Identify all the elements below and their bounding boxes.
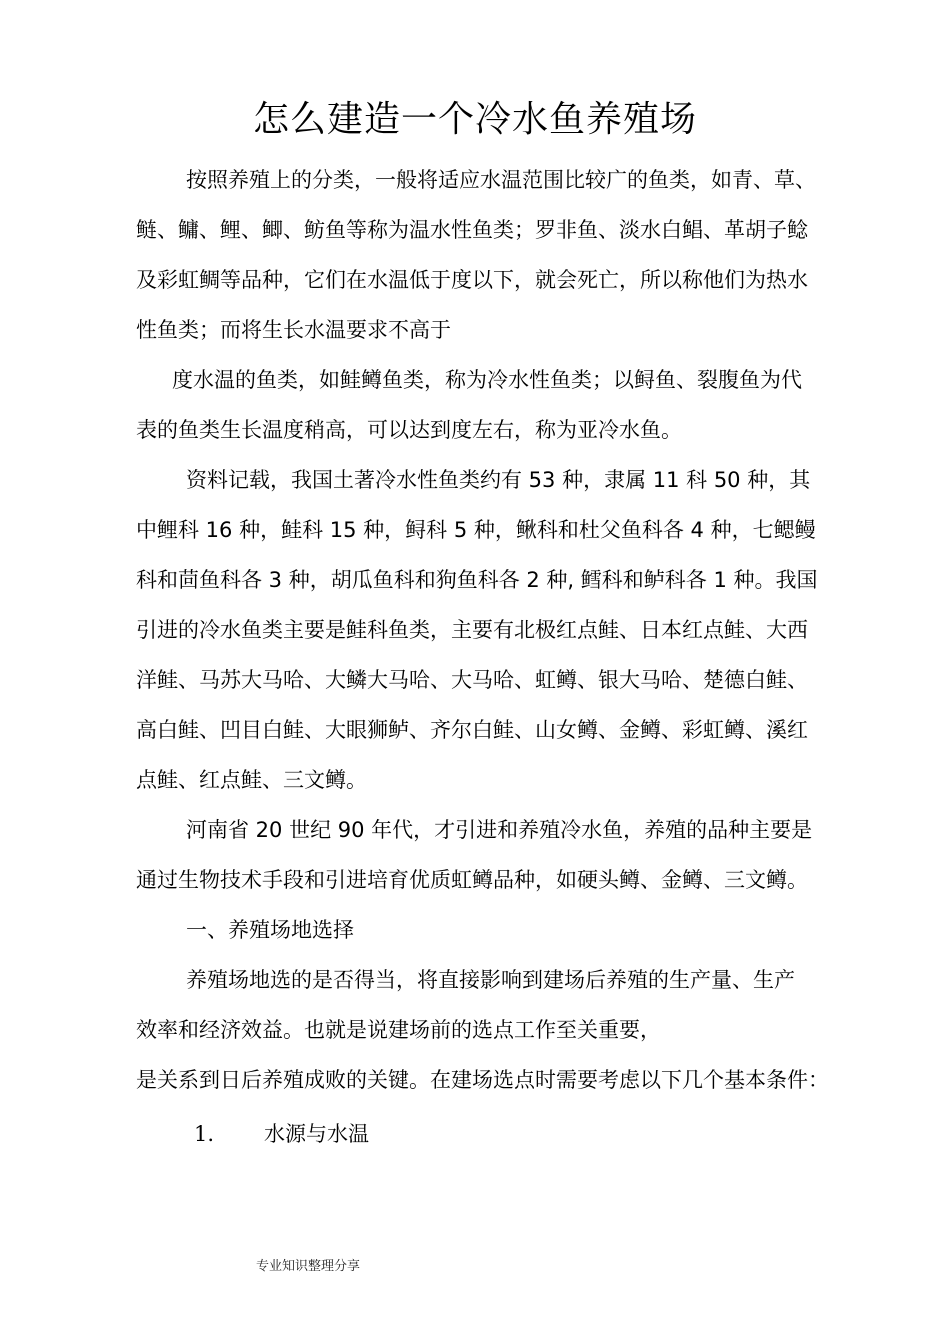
document-body bbox=[136, 155, 836, 1163]
section-heading: 一、养殖场地选择 bbox=[186, 918, 354, 942]
paragraph-line: 鲢、鳙、鲤、鲫、鲂鱼等称为温水性鱼类；罗非鱼、淡水白鲳、革胡子鲶 bbox=[136, 218, 808, 242]
paragraph-line: 养殖场地选的是否得当，将直接影响到建场后养殖的生产量、生产 bbox=[186, 968, 795, 992]
list-item-label: 水源与水温 bbox=[264, 1122, 369, 1146]
paragraph-line: 性鱼类；而将生长水温要求不高于 bbox=[136, 318, 451, 342]
paragraph-line: 资料记载，我国土著冷水性鱼类约有 53 种，隶属 11 科 50 种，其 bbox=[186, 468, 811, 492]
numbered-list-item bbox=[136, 1105, 836, 1163]
paragraph-line: 高白鲑、凹目白鲑、大眼狮鲈、齐尔白鲑、山女鳟、金鳟、彩虹鳟、溪红 bbox=[136, 718, 808, 742]
paragraph-line: 点鲑、红点鲑、三文鳟。 bbox=[136, 768, 367, 792]
paragraph-line: 中鲤科 16 种，鲑科 15 种，鲟科 5 种，鳅科和杜父鱼科各 4 种，七鳃鳗 bbox=[136, 518, 816, 542]
paragraph-line: 是关系到日后养殖成败的关键。在建场选点时需要考虑以下几个基本条件： bbox=[136, 1068, 829, 1092]
paragraph-line: 及彩虹鲷等品种，它们在水温低于度以下，就会死亡，所以称他们为热水 bbox=[136, 268, 808, 292]
paragraph-line: 效率和经济效益。也就是说建场前的选点工作至关重要， bbox=[136, 1018, 661, 1042]
page-footer: 专业知识整理分享 bbox=[256, 1259, 361, 1274]
list-item-number: 1. bbox=[194, 1122, 215, 1146]
paragraph-line: 表的鱼类生长温度稍高，可以达到度左右，称为亚冷水鱼。 bbox=[136, 418, 682, 442]
document-title: 怎么建造一个冷水鱼养殖场 bbox=[252, 99, 697, 140]
paragraph-line: 洋鲑、马苏大马哈、大鳞大马哈、大马哈、虹鳟、银大马哈、楚德白鲑、 bbox=[136, 668, 808, 692]
paragraph-line: 河南省 20 世纪 90 年代，才引进和养殖冷水鱼，养殖的品种主要是 bbox=[186, 818, 813, 842]
paragraph-line: 引进的冷水鱼类主要是鲑科鱼类，主要有北极红点鲑、日本红点鲑、大西 bbox=[136, 618, 808, 642]
paragraph-line: 度水温的鱼类，如鲑鳟鱼类，称为冷水性鱼类；以鲟鱼、裂腹鱼为代 bbox=[172, 368, 802, 392]
paragraph-line: 按照养殖上的分类，一般将适应水温范围比较广的鱼类，如青、草、 bbox=[186, 168, 816, 192]
paragraph-line: 科和茴鱼科各 3 种，胡瓜鱼科和狗鱼科各 2 种, 鳕科和鲈科各 1 种。我国 bbox=[136, 568, 818, 592]
paragraph-line: 通过生物技术手段和引进培育优质虹鳟品种，如硬头鳟、金鳟、三文鳟。 bbox=[136, 868, 808, 892]
